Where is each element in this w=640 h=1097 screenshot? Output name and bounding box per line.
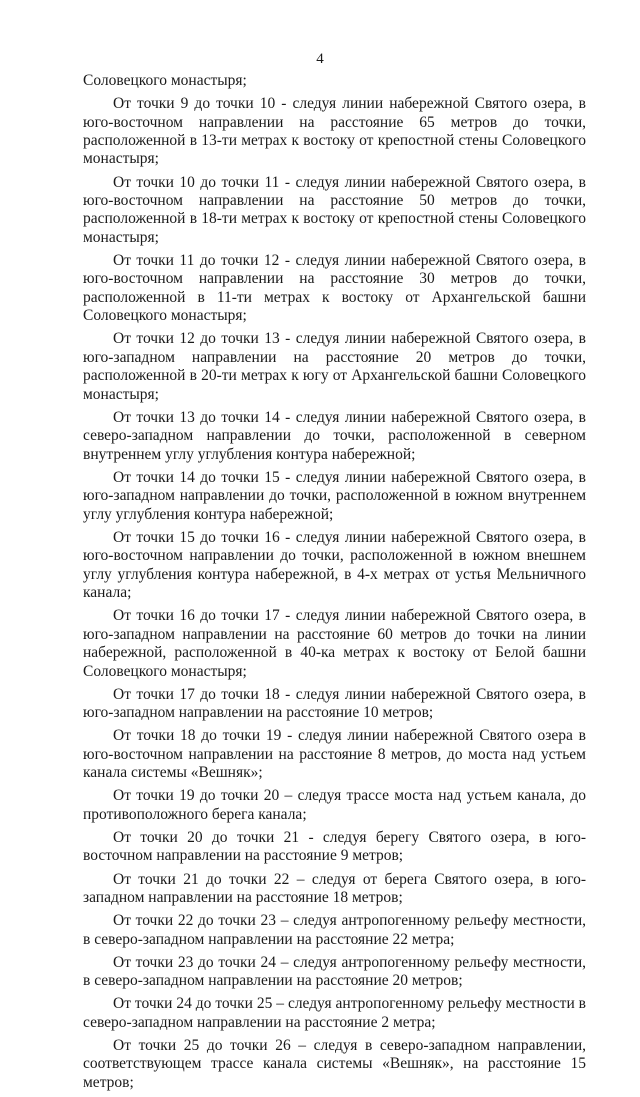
paragraph-point-11-12: От точки 11 до точки 12 - следуя линии набережной Святого озера, в юго-восточном направлении на расстояние 30 метров до точки, расположенной в 11-ти метрах к востоку от Архангельской башни Соловецкого монастыря; (83, 252, 586, 325)
paragraph-point-22-23: От точки 22 до точки 23 – следуя антропогенному рельефу местности, в северо-западном направлении на расстояние 22 метра; (83, 912, 586, 948)
paragraph-point-20-21: От точки 20 до точки 21 - следуя берегу Святого озера, в юго-восточном направлении на расстояние 9 метров; (83, 829, 586, 865)
paragraph-continuation: Соловецкого монастыря; (83, 72, 247, 89)
document-body (83, 72, 586, 1097)
paragraph-point-13-14: От точки 13 до точки 14 - следуя линии набережной Святого озера, в северо-западном направлении до точки, расположенной в северном внутреннем углу углубления контура набережной; (83, 408, 586, 463)
paragraph-point-17-18: От точки 17 до точки 18 - следуя линии набережной Святого озера, в юго-западном направлении на расстояние 10 метров; (83, 685, 586, 722)
paragraph-point-24-25: От точки 24 до точки 25 – следуя антропогенному рельефу местности в северо-западном направлении на расстояние 2 метра; (83, 995, 586, 1031)
paragraph-point-15-16: От точки 15 до точки 16 - следуя линии набережной Святого озера, в юго-восточном направлении до точки, расположенной в южном внешнем углу углубления контура набережной, в 4-х метрах от устья Мельничного канала; (83, 528, 586, 602)
paragraph-point-25-26: От точки 25 до точки 26 – следуя в северо-западном направлении, соответствующем трассе канала системы «Вешняк», на расстояние 15 метров; (83, 1037, 586, 1091)
paragraph-point-19-20: От точки 19 до точки 20 – следуя трассе моста над устьем канала, до противоположного берега канала; (83, 787, 586, 823)
paragraph-point-10-11: От точки 10 до точки 11 - следуя линии набережной Святого озера, в юго-восточном направлении на расстояние 50 метров до точки, расположенной в 18-ти метрах к востоку от крепостной стены Соловецкого монастыря; (83, 173, 586, 246)
paragraph-point-12-13: От точки 12 до точки 13 - следуя линии набережной Святого озера, в юго-западном направлении на расстояние 20 метров до точки, расположенной в 20-ти метрах к югу от Архангельской башни Соловецкого монастыря; (83, 330, 586, 403)
paragraph-point-9-10: От точки 9 до точки 10 - следуя линии набережной Святого озера, в юго-восточном направлении на расстояние 65 метров до точки, расположенной в 13-ти метрах к востоку от крепостной стены Соловецкого монастыря; (83, 95, 586, 168)
paragraph-point-16-17: От точки 16 до точки 17 - следуя линии набережной Святого озера, в юго-западном направлении на расстояние 60 метров до точки на линии набережной, расположенной в 40-ка метрах к востоку от Белой башни Соловецкого монастыря; (83, 607, 586, 680)
page-number: 4 (316, 51, 324, 67)
paragraph-point-18-19: От точки 18 до точки 19 - следуя линии набережной Святого озера в юго-восточном направлении на расстояние 8 метров, до моста над устьем канала системы «Вешняк»; (83, 727, 586, 782)
paragraph-point-21-22: От точки 21 до точки 22 – следуя от берега Святого озера, в юго-западном направлении на расстояние 18 метров; (83, 870, 586, 907)
paragraph-point-23-24: От точки 23 до точки 24 – следуя антропогенному рельефу местности, в северо-западном направлении на расстояние 20 метров; (83, 953, 586, 990)
paragraph-point-14-15: От точки 14 до точки 15 - следуя линии набережной Святого озера, в юго-западном направлении до точки, расположенной в южном внутреннем углу углубления контура набережной; (83, 468, 586, 523)
